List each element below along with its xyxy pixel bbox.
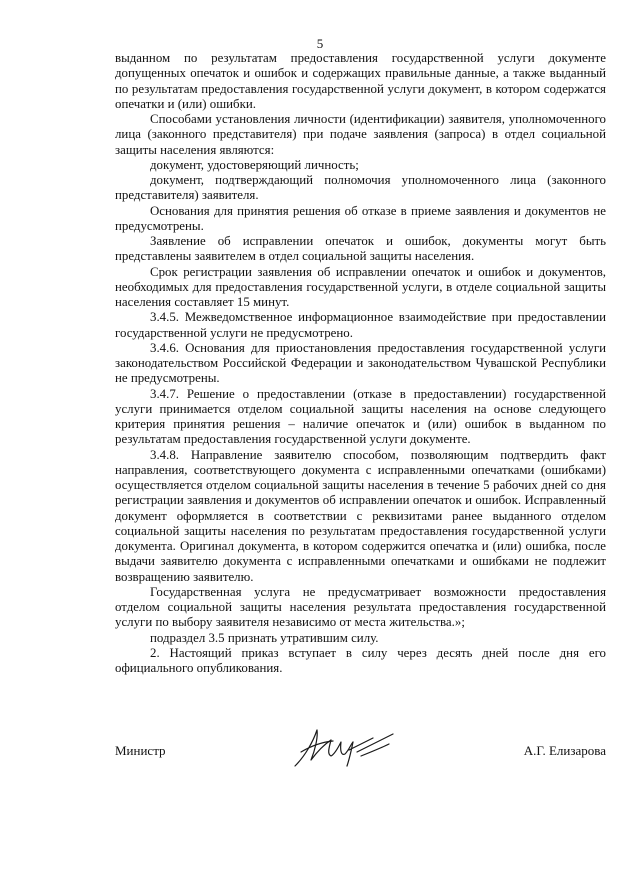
handwritten-signature — [287, 726, 397, 770]
paragraph-refusal-grounds: Основания для принятия решения об отказе в приеме заявления и документов не предусмотрены. — [115, 203, 606, 233]
paragraph-entry-into-force: 2. Настоящий приказ вступает в силу через десять дней после дня его официального опубликования. — [115, 645, 606, 675]
paragraph-continuation: выданном по результатам предоставления государственной услуги документе допущенных опечаток и ошибок и содержащих правильные данные, а также выданный по результатам предоставления государственной услуги документ, в котором содержатся опечатки и (или) ошибки. — [115, 51, 606, 111]
paragraph-identification-methods: Способами установления личности (идентификации) заявителя, уполномоченного лица (законного представителя) при подаче заявления (запроса) в отдел социальной защиты населения являются: — [115, 112, 606, 157]
paragraph-3-4-8: 3.4.8. Направление заявителю способом, позволяющим подтвердить факт направления, соответствующего документа с исправленными опечатками (ошибками) осуществляется отделом социальной защиты населения в течение 5 рабочих дней со дня регистрации заявления и документов об исправлении опечаток и ошибок. Исправленный документ оформляется в соответствии с реквизитами ранее выданного отделом социальной защиты населения по результатам предоставления государственной услуги документа. Оригинал документа, в котором содержится опечатка и (или) ошибка, после выдачи заявителю документа с исправленными опечатками и ошибками не подлежит возвращению заявителю. — [115, 447, 606, 584]
paragraph-result-by-residence: Государственная услуга не предусматривает возможности предоставления отделом социальной защиты населения результата предоставления государственной услуги по выбору заявителя независимо от места жительства.»; — [115, 584, 606, 630]
document-body — [115, 51, 606, 676]
paragraph-3-4-7: 3.4.7. Решение о предоставлении (отказе в предоставлении) государственной услуги принимается отделом социальной защиты населения на основе следующего критерия принятия решения – наличие опечаток и (или) ошибок в выданном по результатам предоставления государственной услуги документе. — [115, 386, 606, 447]
paragraph-identity-document: документ, удостоверяющий личность; — [150, 157, 359, 172]
paragraph-3-4-6: 3.4.6. Основания для приостановления предоставления государственной услуги законодательством Российской Федерации и законодательством Чувашской Республики не предусмотрены. — [115, 340, 606, 386]
paragraph-subsection-3-5: подраздел 3.5 признать утратившим силу. — [150, 630, 379, 645]
paragraph-registration-term: Срок регистрации заявления об исправлении опечаток и ошибок и документов, необходимых для предоставления государственной услуги, в отделе социальной защиты населения составляет 15 минут. — [115, 264, 606, 309]
page-number: 5 — [316, 36, 324, 51]
paragraph-3-4-5: 3.4.5. Межведомственное информационное взаимодействие при предоставлении государственной услуги не предусмотрено. — [115, 310, 606, 340]
signature-block — [115, 734, 606, 774]
paragraph-authority-document: документ, подтверждающий полномочия уполномоченного лица (законного представителя) заявителя. — [115, 173, 606, 203]
signatory-name: А.Г. Елизарова — [523, 743, 606, 758]
paragraph-application-submission: Заявление об исправлении опечаток и ошибок, документы могут быть представлены заявителем в отдел социальной защиты населения. — [115, 234, 606, 264]
signatory-title: Министр — [115, 743, 166, 758]
